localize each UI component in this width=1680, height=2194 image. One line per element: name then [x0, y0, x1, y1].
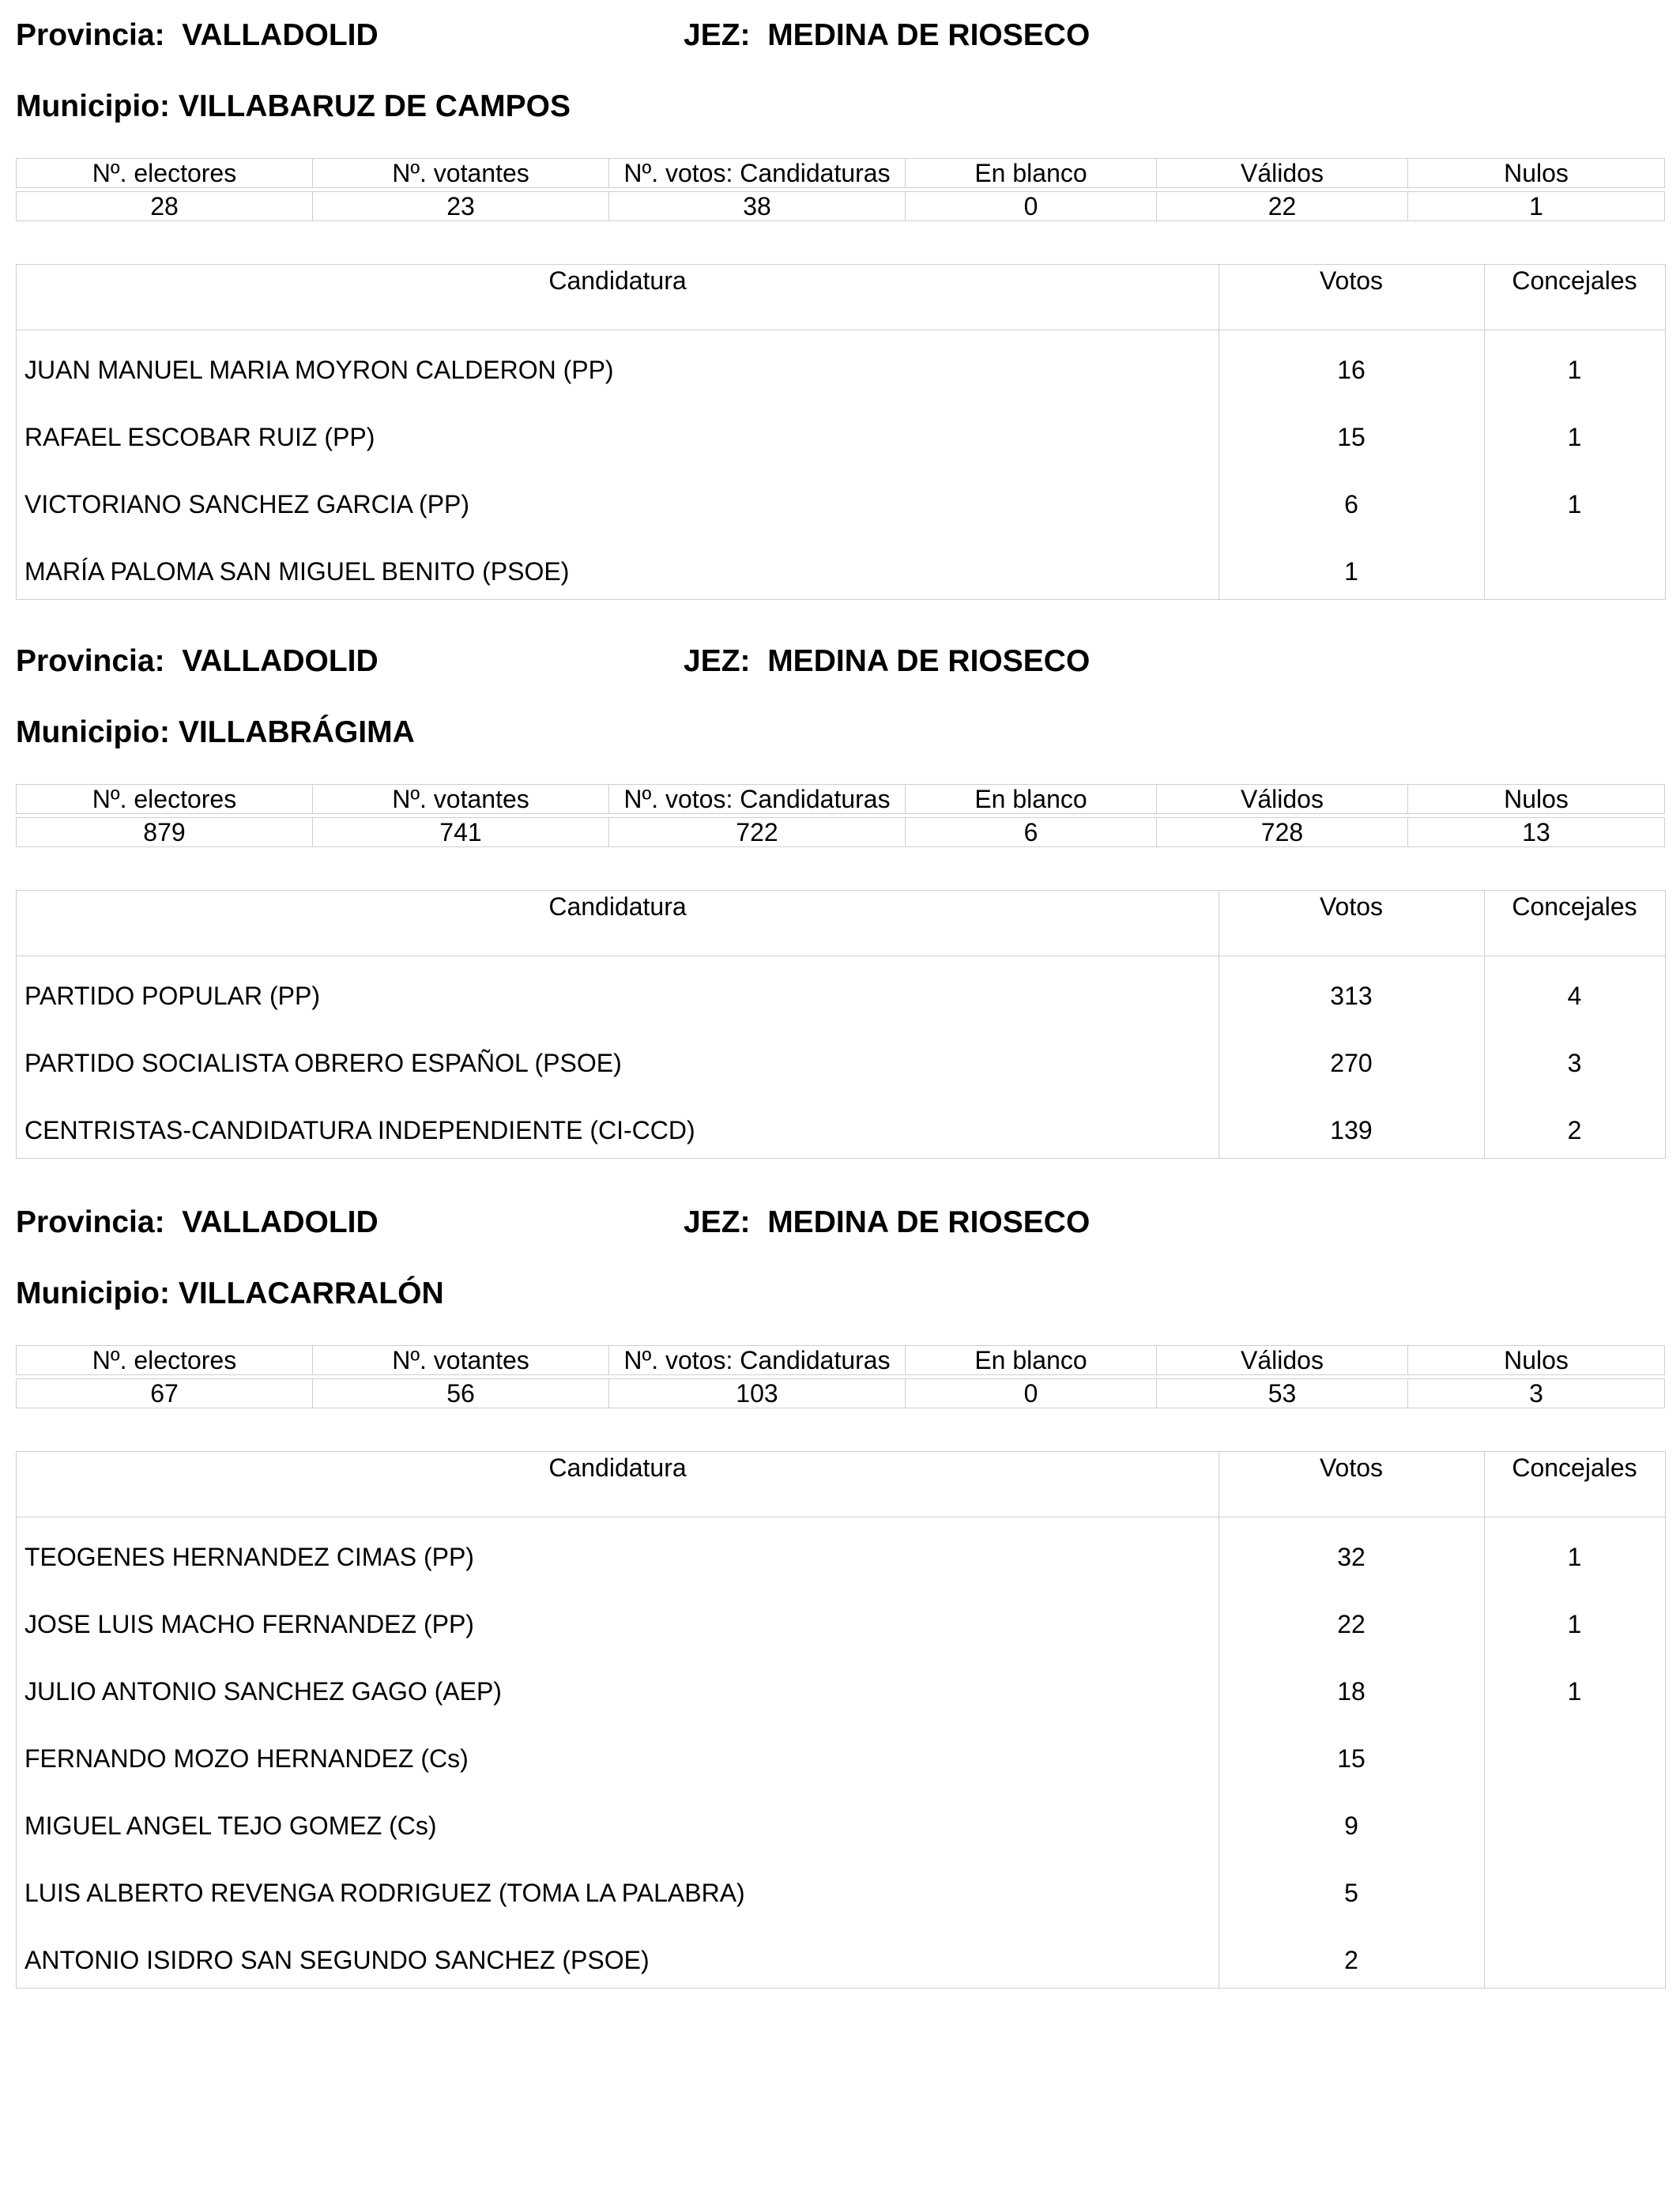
summary-header-votos-candidaturas: Nº. votos: Candidaturas [609, 159, 906, 188]
header-line [16, 1203, 1664, 1242]
candidate-votes: 5 [1344, 1879, 1358, 1907]
summary-header-validos: Válidos [1157, 159, 1408, 188]
candidate-concejales: 1 [1567, 1543, 1582, 1571]
candidates-body [17, 1517, 1665, 1988]
summary-table [16, 158, 1665, 221]
candidate-name: PARTIDO POPULAR (PP) [24, 982, 320, 1010]
candidate-name: CENTRISTAS-CANDIDATURA INDEPENDIENTE (CI-CCD) [24, 1116, 695, 1144]
candidate-row [17, 1786, 1665, 1853]
candidate-name: MIGUEL ANGEL TEJO GOMEZ (Cs) [24, 1811, 437, 1840]
municipio-value: VILLABRÁGIMA [178, 715, 415, 749]
summary-value-votantes: 23 [313, 192, 609, 221]
provincia-value: VALLADOLID [182, 1205, 379, 1239]
header-votos: Votos [1319, 266, 1384, 295]
provincia-label: Provincia: [16, 644, 165, 678]
column-divider [1484, 1452, 1485, 1517]
summary-header-electores: Nº. electores [17, 1346, 313, 1375]
candidate-votes: 6 [1344, 490, 1358, 518]
column-divider [1484, 891, 1485, 956]
header-candidatura: Candidatura [548, 1453, 687, 1482]
provincia-value: VALLADOLID [182, 644, 379, 678]
summary-header-nulos: Nulos [1408, 159, 1665, 188]
candidates-body [17, 956, 1665, 1158]
municipio-line [16, 1274, 1664, 1314]
header-line [16, 16, 1664, 55]
provincia-heading [16, 642, 379, 681]
summary-header-votantes: Nº. votantes [313, 1346, 609, 1375]
summary-header-row [17, 785, 1665, 814]
summary-header-nulos: Nulos [1408, 1346, 1665, 1375]
jez-heading [684, 16, 1090, 55]
candidate-row [17, 330, 1665, 398]
candidate-row [17, 465, 1665, 532]
municipio-label: Municipio: [16, 1276, 170, 1310]
municipio-value: VILLABARUZ DE CAMPOS [178, 89, 571, 123]
candidate-row [17, 956, 1665, 1023]
candidate-row [17, 1023, 1665, 1091]
provincia-label: Provincia: [16, 18, 165, 52]
header-votos: Votos [1319, 1453, 1384, 1482]
summary-value-validos: 53 [1157, 1379, 1408, 1408]
municipio-line [16, 713, 1664, 752]
candidate-row [17, 1921, 1665, 1988]
candidate-votes: 16 [1337, 356, 1365, 384]
municipio-line [16, 87, 1664, 126]
candidate-name: RAFAEL ESCOBAR RUIZ (PP) [24, 423, 375, 451]
candidate-votes: 313 [1330, 982, 1373, 1010]
candidates-table [16, 890, 1666, 1159]
candidate-row [17, 398, 1665, 465]
provincia-label: Provincia: [16, 1205, 165, 1239]
candidate-name: LUIS ALBERTO REVENGA RODRIGUEZ (TOMA LA PALABRA) [24, 1879, 745, 1907]
jez-label: JEZ: [684, 18, 751, 52]
candidate-name: JOSE LUIS MACHO FERNANDEZ (PP) [24, 1610, 474, 1638]
municipio-label: Municipio: [16, 715, 170, 749]
summary-value-en-blanco: 6 [906, 818, 1157, 847]
summary-value-votos-candidaturas: 38 [609, 192, 906, 221]
column-divider [1484, 265, 1485, 330]
candidate-concejales: 1 [1567, 423, 1582, 451]
summary-header-electores: Nº. electores [17, 159, 313, 188]
jez-label: JEZ: [684, 1205, 751, 1239]
municipio-heading [16, 713, 415, 752]
candidate-name: FERNANDO MOZO HERNANDEZ (Cs) [24, 1744, 469, 1773]
header-votos: Votos [1319, 892, 1384, 921]
summary-value-row [17, 192, 1665, 221]
summary-value-electores: 879 [17, 818, 313, 847]
candidate-row [17, 1517, 1665, 1585]
candidate-name: PARTIDO SOCIALISTA OBRERO ESPAÑOL (PSOE) [24, 1049, 622, 1077]
candidate-concejales: 1 [1567, 1610, 1582, 1638]
summary-value-votantes: 56 [313, 1379, 609, 1408]
candidate-concejales: 2 [1567, 1116, 1582, 1144]
candidate-votes: 2 [1344, 1946, 1358, 1974]
summary-header-electores: Nº. electores [17, 785, 313, 814]
municipio-heading [16, 1274, 444, 1314]
summary-value-row [17, 818, 1665, 847]
summary-value-nulos: 1 [1408, 192, 1665, 221]
candidates-body [17, 330, 1665, 599]
candidate-votes: 270 [1330, 1049, 1373, 1077]
summary-value-en-blanco: 0 [906, 192, 1157, 221]
candidates-header [17, 891, 1665, 956]
candidate-votes: 15 [1337, 423, 1365, 451]
candidate-votes: 32 [1337, 1543, 1365, 1571]
summary-value-electores: 67 [17, 1379, 313, 1408]
candidate-concejales: 1 [1567, 490, 1582, 518]
municipio-value: VILLACARRALÓN [178, 1276, 444, 1310]
candidate-votes: 18 [1337, 1677, 1365, 1706]
candidate-row [17, 532, 1665, 599]
candidate-votes: 1 [1344, 557, 1358, 586]
candidate-votes: 15 [1337, 1744, 1365, 1773]
jez-label: JEZ: [684, 644, 751, 678]
summary-header-en-blanco: En blanco [906, 785, 1157, 814]
header-concejales: Concejales [1512, 266, 1637, 295]
summary-header-votantes: Nº. votantes [313, 159, 609, 188]
summary-value-votos-candidaturas: 103 [609, 1379, 906, 1408]
summary-value-electores: 28 [17, 192, 313, 221]
candidate-row [17, 1091, 1665, 1158]
summary-header-votantes: Nº. votantes [313, 785, 609, 814]
summary-header-row [17, 159, 1665, 188]
summary-header-validos: Válidos [1157, 1346, 1408, 1375]
header-candidatura: Candidatura [548, 266, 687, 295]
summary-value-nulos: 13 [1408, 818, 1665, 847]
summary-value-row [17, 1379, 1665, 1408]
candidate-row [17, 1585, 1665, 1652]
candidate-name: ANTONIO ISIDRO SAN SEGUNDO SANCHEZ (PSOE) [24, 1946, 650, 1974]
candidate-name: JUAN MANUEL MARIA MOYRON CALDERON (PP) [24, 356, 614, 384]
summary-header-votos-candidaturas: Nº. votos: Candidaturas [609, 785, 906, 814]
candidate-name: VICTORIANO SANCHEZ GARCIA (PP) [24, 490, 470, 518]
header-line [16, 642, 1664, 681]
summary-value-nulos: 3 [1408, 1379, 1665, 1408]
summary-header-nulos: Nulos [1408, 785, 1665, 814]
candidate-votes: 22 [1337, 1610, 1365, 1638]
header-candidatura: Candidatura [548, 892, 687, 921]
summary-table [16, 1345, 1665, 1408]
candidate-votes: 9 [1344, 1811, 1358, 1840]
summary-value-en-blanco: 0 [906, 1379, 1157, 1408]
candidate-name: JULIO ANTONIO SANCHEZ GAGO (AEP) [24, 1677, 502, 1706]
provincia-heading [16, 16, 379, 55]
summary-header-en-blanco: En blanco [906, 1346, 1157, 1375]
provincia-value: VALLADOLID [182, 18, 379, 52]
municipio-heading [16, 87, 571, 126]
jez-heading [684, 642, 1090, 681]
summary-header-row [17, 1346, 1665, 1375]
jez-heading [684, 1203, 1090, 1242]
candidates-table [16, 1451, 1666, 1989]
candidate-concejales: 1 [1567, 1677, 1582, 1706]
candidates-header [17, 265, 1665, 330]
municipio-label: Municipio: [16, 89, 170, 123]
header-concejales: Concejales [1512, 1453, 1637, 1482]
summary-header-en-blanco: En blanco [906, 159, 1157, 188]
provincia-heading [16, 1203, 379, 1242]
candidate-row [17, 1853, 1665, 1921]
jez-value: MEDINA DE RIOSECO [767, 644, 1090, 678]
candidate-concejales: 4 [1567, 982, 1582, 1010]
candidate-votes: 139 [1330, 1116, 1373, 1144]
summary-value-votos-candidaturas: 722 [609, 818, 906, 847]
jez-value: MEDINA DE RIOSECO [767, 1205, 1090, 1239]
summary-table [16, 784, 1665, 847]
candidate-name: MARÍA PALOMA SAN MIGUEL BENITO (PSOE) [24, 557, 570, 586]
summary-header-validos: Válidos [1157, 785, 1408, 814]
summary-value-validos: 728 [1157, 818, 1408, 847]
candidate-name: TEOGENES HERNANDEZ CIMAS (PP) [24, 1543, 474, 1571]
summary-header-votos-candidaturas: Nº. votos: Candidaturas [609, 1346, 906, 1375]
candidates-table [16, 264, 1666, 600]
candidates-header [17, 1452, 1665, 1517]
candidate-row [17, 1719, 1665, 1786]
summary-value-validos: 22 [1157, 192, 1408, 221]
summary-value-votantes: 741 [313, 818, 609, 847]
candidate-concejales: 3 [1567, 1049, 1582, 1077]
header-concejales: Concejales [1512, 892, 1637, 921]
candidate-row [17, 1652, 1665, 1719]
candidate-concejales: 1 [1567, 356, 1582, 384]
jez-value: MEDINA DE RIOSECO [767, 18, 1090, 52]
